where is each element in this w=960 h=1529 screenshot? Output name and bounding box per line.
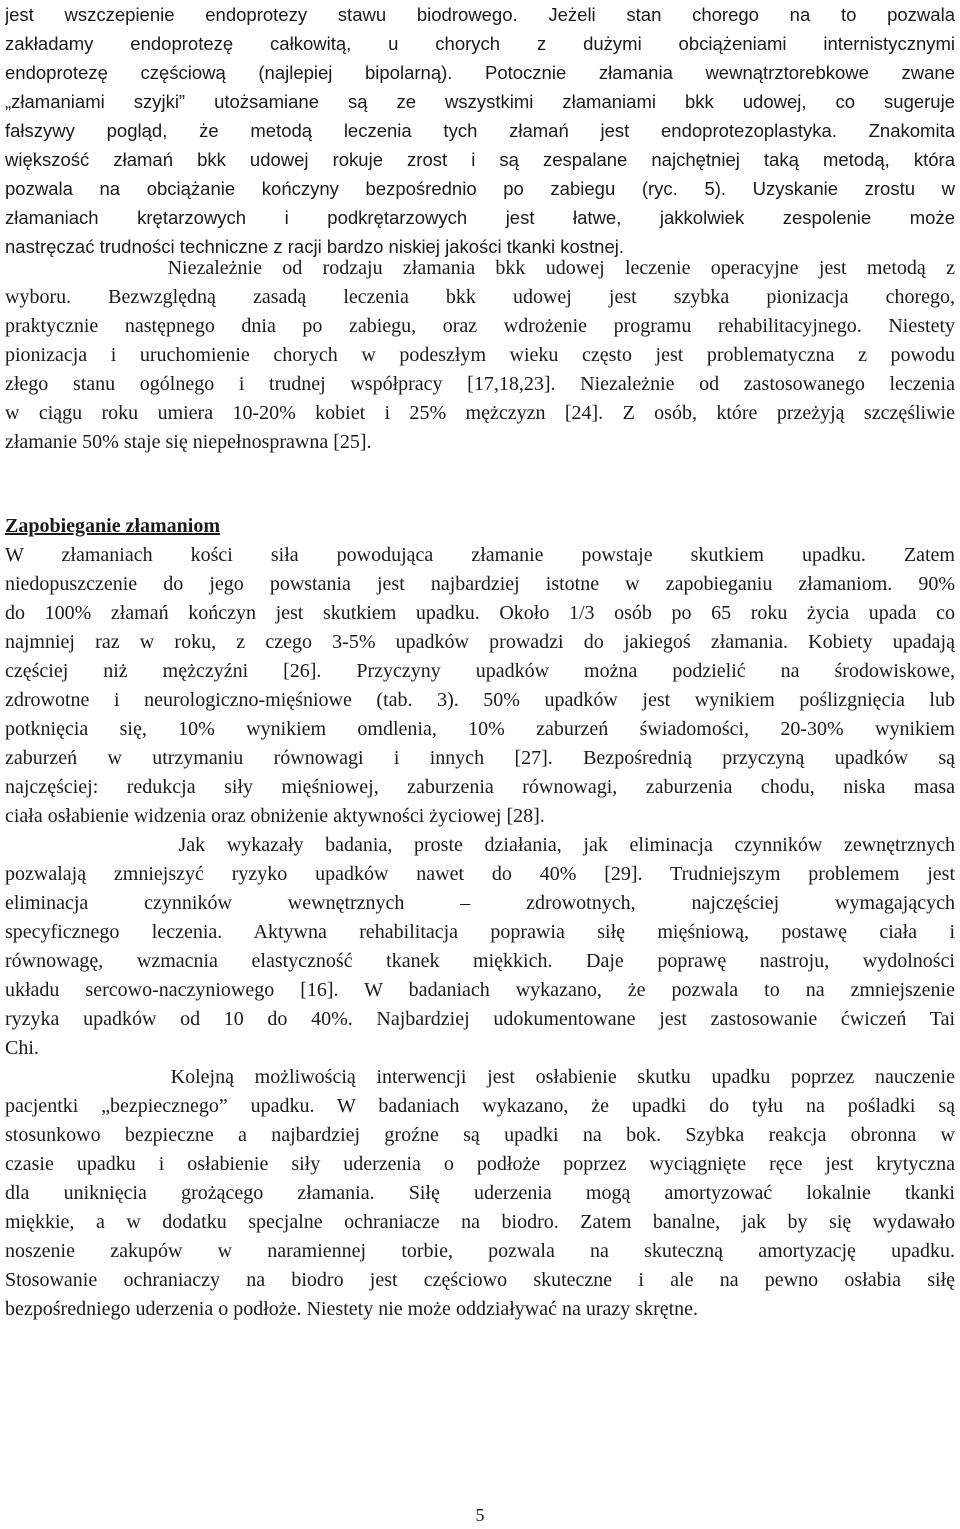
text-line: układu sercowo-naczyniowego [16]. W badaniach wykazano, że pozwala to na zmniejszenie xyxy=(5,979,955,1001)
text-line: specyficznego leczenia. Aktywna rehabilitacja poprawia siłę mięśniową, postawę ciała i xyxy=(5,921,955,943)
text-line: eliminacja czynników wewnętrznych – zdrowotnych, najczęściej wymagających xyxy=(5,892,955,914)
text-line: Stosowanie ochraniaczy na biodro jest częściowo skuteczne i ale na pewno osłabia siłę xyxy=(5,1269,955,1291)
text-line: pacjentki „bezpiecznego” upadku. W badaniach wykazano, że upadki do tyłu na pośladki są xyxy=(5,1095,955,1117)
text-line: najmniej raz w roku, z czego 3-5% upadków prowadzi do jakiegoś złamania. Kobiety upadają xyxy=(5,631,955,653)
text-line: Kolejną możliwością interwencji jest osłabienie skutku upadku poprzez nauczenie xyxy=(5,1066,955,1088)
text-line: złamanie 50% staje się niepełnosprawna [25]. xyxy=(5,431,372,453)
text-line: Chi. xyxy=(5,1037,39,1059)
text-line: noszenie zakupów w naramiennej torbie, pozwala na skuteczną amortyzację upadku. xyxy=(5,1240,955,1262)
text-line: pozwala na obciążanie kończyny bezpośrednio po zabiegu (ryc. 5). Uzyskanie zrostu w xyxy=(5,178,955,199)
text-line: praktycznie następnego dnia po zabiegu, oraz wdrożenie programu rehabilitacyjnego. Niestety xyxy=(5,315,955,337)
text-line: zdrowotne i neurologiczno-mięśniowe (tab. 3). 50% upadków jest wynikiem poślizgnięcia lub xyxy=(5,689,955,711)
text-line: pionizacja i uruchomienie chorych w podeszłym wieku często jest problematyczna z powodu xyxy=(5,344,955,366)
section-heading: Zapobieganie złamaniom xyxy=(5,515,221,537)
text-line: czasie upadku i osłabienie siły uderzenia o podłoże poprzez wyciągnięte ręce jest krytyczna xyxy=(5,1153,955,1175)
text-line: dla uniknięcia grożącego złamania. Siłę uderzenia mogą amortyzować lokalnie tkanki xyxy=(5,1182,955,1204)
text-line: ryzyka upadków od 10 do 40%. Najbardziej udokumentowane jest zastosowanie ćwiczeń Tai xyxy=(5,1008,955,1030)
text-line: potknięcia się, 10% wynikiem omdlenia, 10% zaburzeń świadomości, 20-30% wynikiem xyxy=(5,718,955,740)
text-line: bezpośredniego uderzenia o podłoże. Niestety nie może oddziaływać na urazy skrętne. xyxy=(5,1298,699,1320)
text-line: jest wszczepienie endoprotezy stawu biodrowego. Jeżeli stan chorego na to pozwala xyxy=(5,4,955,25)
text-line: złamaniach krętarzowych i podkrętarzowych jest łatwe, jakkolwiek zespolenie może xyxy=(5,207,955,228)
text-line: wyboru. Bezwzględną zasadą leczenia bkk udowej jest szybka pionizacja chorego, xyxy=(5,286,955,308)
text-line: do 100% złamań kończyn jest skutkiem upadku. Około 1/3 osób po 65 roku życia upada co xyxy=(5,602,955,624)
text-line: częściej niż mężczyźni [26]. Przyczyny upadków można podzielić na środowiskowe, xyxy=(5,660,955,682)
paragraph-operative-treatment xyxy=(5,254,955,457)
text-line: pozwalają zmniejszyć ryzyko upadków nawet do 40% [29]. Trudniejszym problemem jest xyxy=(5,863,955,885)
text-line: ciała osłabienie widzenia oraz obniżenie aktywności życiowej [28]. xyxy=(5,805,545,827)
text-line: endoprotezę częściową (najlepiej bipolarną). Potocznie złamania wewnątrztorebkowe zwane xyxy=(5,62,955,83)
text-line: stosunkowo bezpieczne a najbardziej groźne są upadki na bok. Szybka reakcja obronna w xyxy=(5,1124,955,1146)
text-line: W złamaniach kości siła powodująca złamanie powstaje skutkiem upadku. Zatem xyxy=(5,544,955,566)
text-line: złego stanu ogólnego i trudnej współpracy [17,18,23]. Niezależnie od zastosowanego leczenia xyxy=(5,373,955,395)
text-line: nastręczać trudności techniczne z racji bardzo niskiej jakości tkanki kostnej. xyxy=(5,236,625,257)
text-line: „złamaniami szyjki” utożsamiane są ze wszystkimi złamaniami bkk udowej, co sugeruje xyxy=(5,91,955,112)
text-line: najczęściej: redukcja siły mięśniowej, zaburzenia równowagi, zaburzenia chodu, niska masa xyxy=(5,776,955,798)
text-line: Jak wykazały badania, proste działania, jak eliminacja czynników zewnętrznych xyxy=(5,834,955,856)
text-line: niedopuszczenie do jego powstania jest najbardziej istotne w zapobieganiu złamaniom. 90% xyxy=(5,573,955,595)
text-line: miękkie, a w dodatku specjalne ochraniacze na biodro. Zatem banalne, jak by się wydawało xyxy=(5,1211,955,1233)
text-line: zaburzeń w utrzymaniu równowagi i innych [27]. Bezpośrednią przyczyną upadków są xyxy=(5,747,955,769)
paragraph-treatment-methods xyxy=(5,0,955,261)
page-number: 5 xyxy=(475,1505,485,1525)
section-fracture-prevention xyxy=(5,512,955,1324)
text-line: Niezależnie od rodzaju złamania bkk udowej leczenie operacyjne jest metodą z xyxy=(5,257,955,279)
text-line: zakładamy endoprotezę całkowitą, u chorych z dużymi obciążeniami internistycznymi xyxy=(5,33,955,54)
text-line: większość złamań bkk udowej rokuje zrost i są zespalane najchętniej taką metodą, która xyxy=(5,149,955,170)
text-line: w ciągu roku umiera 10-20% kobiet i 25% mężczyzn [24]. Z osób, które przeżyją szczęśliwie xyxy=(5,402,955,424)
text-line: równowagę, wzmacnia elastyczność tkanek miękkich. Daje poprawę nastroju, wydolności xyxy=(5,950,955,972)
text-line: fałszywy pogląd, że metodą leczenia tych złamań jest endoprotezoplastyka. Znakomita xyxy=(5,120,955,141)
